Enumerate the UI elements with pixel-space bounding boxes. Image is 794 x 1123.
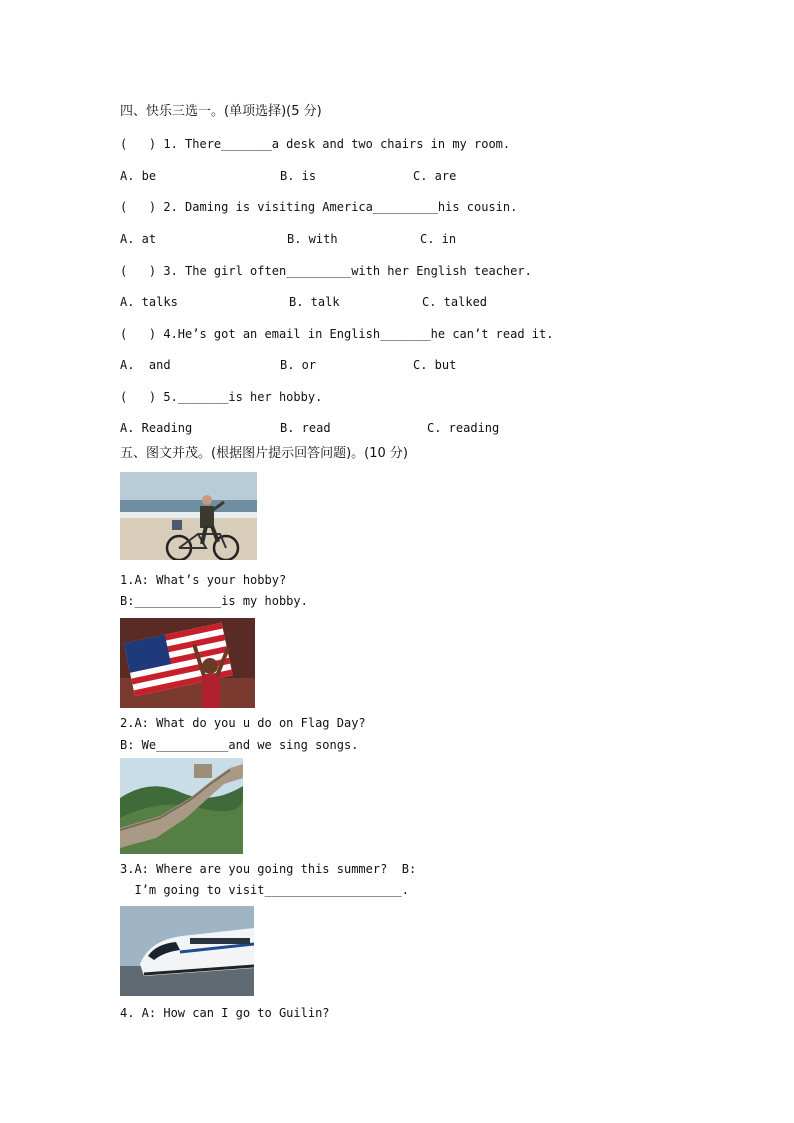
question-1-option-a: A. be xyxy=(120,169,157,183)
high-speed-train-image xyxy=(120,906,254,996)
picture-3-question: 3.A: Where are you going this summer? B: xyxy=(120,862,417,876)
question-2-option-a: A. at xyxy=(120,232,157,246)
question-3-option-a: A. talks xyxy=(120,295,178,309)
picture-1-question: 1.A: What’s your hobby? xyxy=(120,573,287,587)
question-3-option-b: B. talk xyxy=(289,295,340,309)
question-4-option-b: B. or xyxy=(280,358,317,372)
question-5-stem: ( ) 5._______is her hobby. xyxy=(120,390,323,404)
bicycle-beach-image xyxy=(120,472,257,560)
picture-2-question: 2.A: What do you u do on Flag Day? xyxy=(120,716,366,730)
question-2-option-c: C. in xyxy=(420,232,457,246)
picture-4-question: 4. A: How can I go to Guilin? xyxy=(120,1006,330,1020)
question-1-option-c: C. are xyxy=(413,169,457,183)
picture-1-answer: B:____________is my hobby. xyxy=(120,594,308,608)
question-2-option-b: B. with xyxy=(287,232,338,246)
question-1-option-b: B. is xyxy=(280,169,317,183)
question-2-stem: ( ) 2. Daming is visiting America_________his cousin. xyxy=(120,200,518,214)
question-1-stem: ( ) 1. There_______a desk and two chairs in my room. xyxy=(120,137,511,151)
question-4-option-a: A. and xyxy=(120,358,171,372)
section-4-title: 四、快乐三选一。(单项选择)(5 分) xyxy=(120,104,322,119)
question-5-option-b: B. read xyxy=(280,421,331,435)
flag-athlete-image xyxy=(120,618,255,708)
great-wall-image xyxy=(120,758,243,854)
question-3-stem: ( ) 3. The girl often_________with her English teacher. xyxy=(120,264,532,278)
section-5-title: 五、图文并茂。(根据图片提示回答问题)。(10 分) xyxy=(120,446,408,461)
picture-3-answer: I’m going to visit___________________. xyxy=(120,883,409,897)
picture-2-answer: B: We__________and we sing songs. xyxy=(120,738,359,752)
question-5-option-c: C. reading xyxy=(427,421,500,435)
question-3-option-c: C. talked xyxy=(422,295,488,309)
question-5-option-a: A. Reading xyxy=(120,421,193,435)
question-4-option-c: C. but xyxy=(413,358,457,372)
question-4-stem: ( ) 4.He’s got an email in English_______he can’t read it. xyxy=(120,327,554,341)
